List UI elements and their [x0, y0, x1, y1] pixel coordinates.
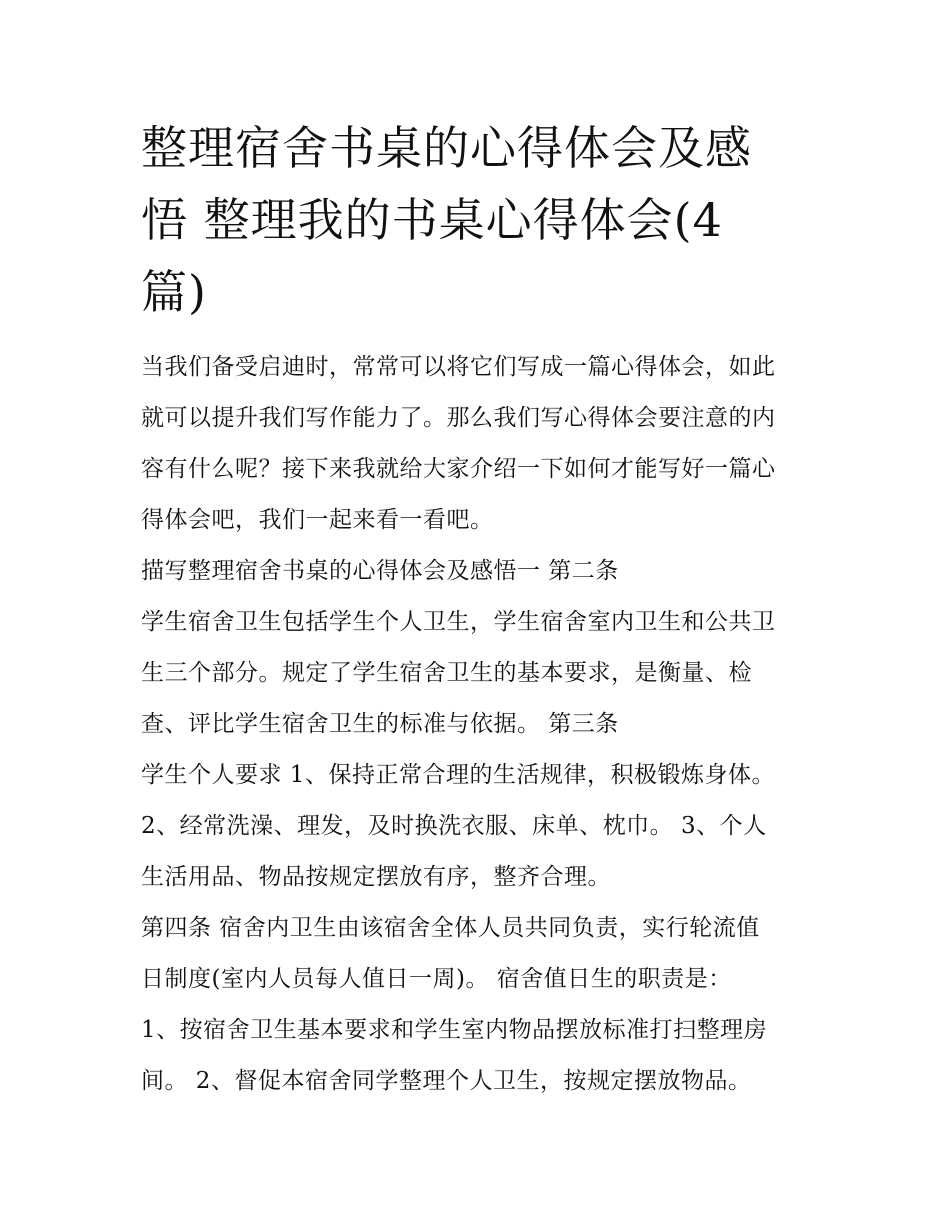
- text-line: 第四条 宿舍内卫生由该宿舍全体人员共同负责，实行轮流值: [141, 915, 760, 941]
- title-line: 篇): [141, 265, 207, 319]
- paragraph-intro: [141, 342, 821, 546]
- document-title: [141, 112, 821, 328]
- text-line: 容有什么呢？接下来我就给大家介绍一下如何才能写好一篇心: [141, 456, 776, 482]
- title-line: 整理宿舍书桌的心得体会及感: [141, 121, 752, 175]
- text-line: 间。 2、督促本宿舍同学整理个人卫生，按规定摆放物品。: [141, 1068, 752, 1094]
- text-line: 就可以提升我们写作能力了。那么我们写心得体会要注意的内: [141, 405, 776, 431]
- text-line: 2、经常洗澡、理发，及时换洗衣服、床单、枕巾。 3、个人: [141, 813, 767, 839]
- document-body: [141, 112, 821, 1107]
- paragraph-duties: [141, 1005, 821, 1107]
- text-line: 描写整理宿舍书桌的心得体会及感悟一 第二条: [141, 558, 619, 584]
- text-line: 学生个人要求 1、保持正常合理的生活规律，积极锻炼身体。: [141, 762, 775, 788]
- text-line: 1、按宿舍卫生基本要求和学生室内物品摆放标准打扫整理房: [141, 1017, 768, 1043]
- paragraph-section-heading: [141, 546, 821, 597]
- text-line: 生活用品、物品按规定摆放有序，整齐合理。: [141, 864, 611, 890]
- text-line: 得体会吧，我们一起来看一看吧。: [141, 507, 494, 533]
- text-line: 日制度(室内人员每人值日一周)。 宿舍值日生的职责是：: [141, 966, 732, 992]
- paragraph-article-4: [141, 903, 821, 1005]
- paragraph-article-3: [141, 750, 821, 903]
- paragraph-article-2: [141, 597, 821, 750]
- text-line: 当我们备受启迪时，常常可以将它们写成一篇心得体会，如此: [141, 354, 776, 380]
- title-line: 悟 整理我的书桌心得体会(4: [141, 193, 723, 247]
- text-line: 生三个部分。规定了学生宿舍卫生的基本要求，是衡量、检: [141, 660, 752, 686]
- text-line: 学生宿舍卫生包括学生个人卫生，学生宿舍室内卫生和公共卫: [141, 609, 776, 635]
- text-line: 查、评比学生宿舍卫生的标准与依据。 第三条: [141, 711, 619, 737]
